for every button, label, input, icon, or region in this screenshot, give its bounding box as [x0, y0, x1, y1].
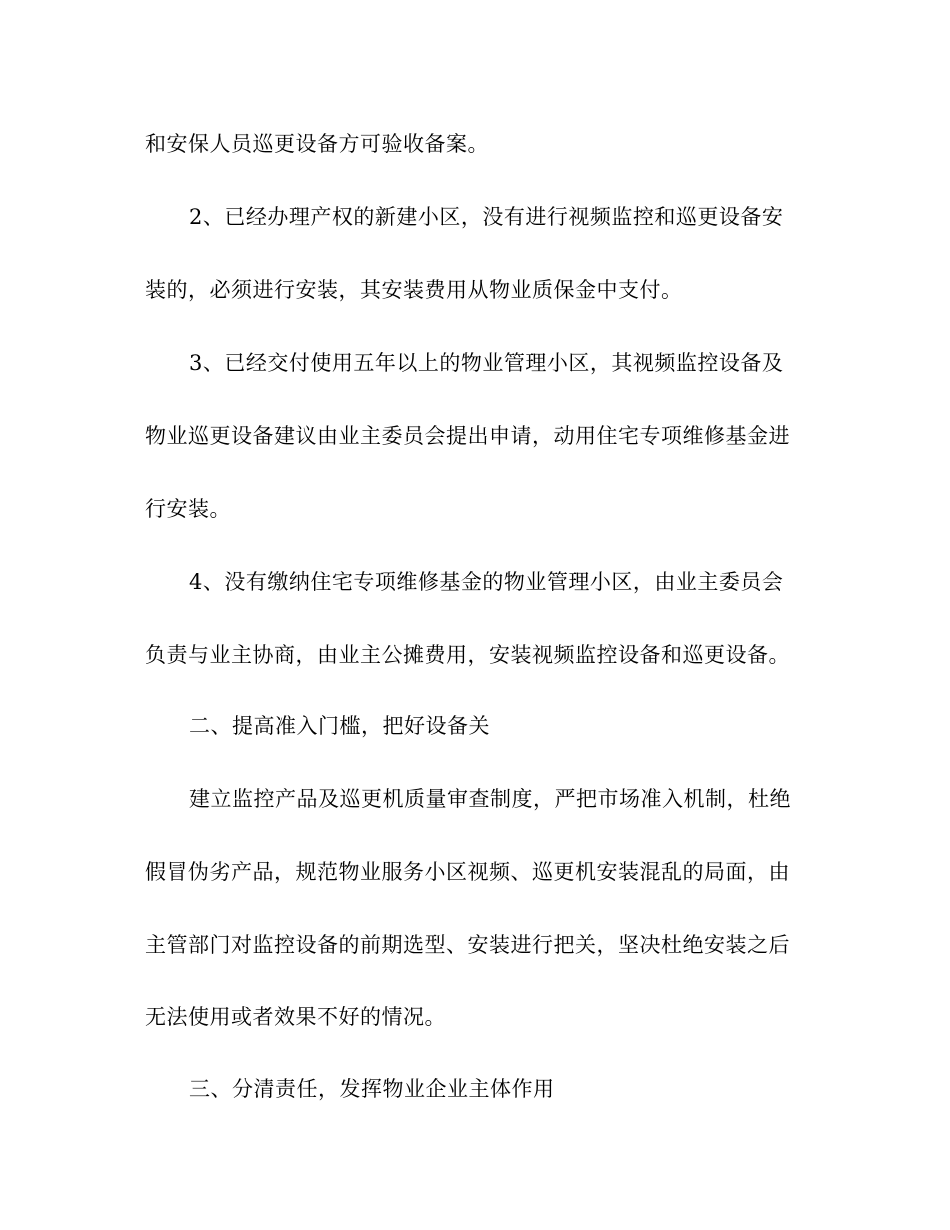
text-line: 物业巡更设备建议由业主委员会提出申请，动用住宅专项维修基金进: [145, 424, 790, 448]
text-line: 无法使用或者效果不好的情况。: [145, 1005, 446, 1029]
text-line: 4、没有缴纳住宅专项维修基金的物业管理小区，由业主委员会: [189, 570, 784, 594]
text-line: 负责与业主协商，由业主公摊费用，安装视频监控设备和巡更设备。: [145, 643, 790, 667]
text-line: 装的，必须进行安装，其安装费用从物业质保金中支付。: [145, 278, 683, 302]
section-heading: 二、提高准入门槛，把好设备关: [189, 714, 490, 738]
section-heading: 三、分清责任，发挥物业企业主体作用: [189, 1077, 555, 1101]
text-line: 2、已经办理产权的新建小区，没有进行视频监控和巡更设备安: [189, 205, 784, 229]
text-line: 建立监控产品及巡更机质量审查制度，严把市场准入机制，杜绝: [189, 787, 791, 811]
text-line: 和安保人员巡更设备方可验收备案。: [145, 132, 489, 156]
text-line: 假冒伪劣产品，规范物业服务小区视频、巡更机安装混乱的局面，由: [145, 860, 790, 884]
text-line: 主管部门对监控设备的前期选型、安装进行把关，坚决杜绝安装之后: [145, 933, 790, 957]
text-line: 3、已经交付使用五年以上的物业管理小区，其视频监控设备及: [189, 351, 784, 375]
text-line: 行安装。: [145, 497, 231, 521]
